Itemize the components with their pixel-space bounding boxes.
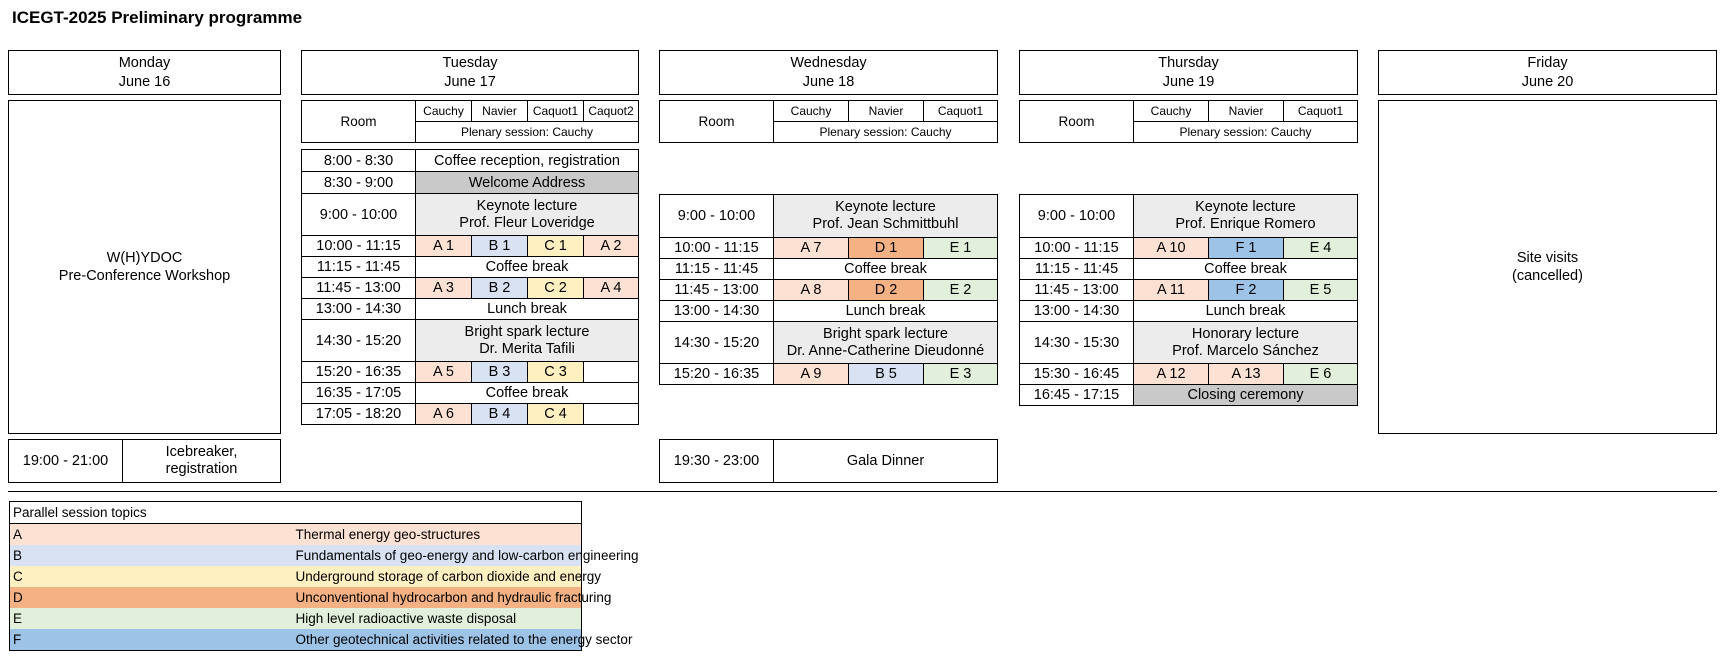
table-row: [302, 404, 639, 425]
day-name: Tuesday: [442, 55, 498, 71]
time-slot: 11:15 - 11:45: [660, 259, 774, 280]
time-slot: 13:00 - 14:30: [1020, 301, 1134, 322]
session-cell: [584, 404, 639, 425]
lecture-type: Bright spark lecture: [464, 323, 590, 340]
time-slot: 19:00 - 21:00: [9, 440, 123, 483]
table-row: [302, 362, 639, 383]
event-cell: Coffee break: [416, 383, 639, 404]
table-row: [1020, 195, 1358, 238]
workshop-name: W(H)YDOC: [106, 250, 183, 266]
icebreaker-cell: [123, 440, 281, 483]
session-cell: A 6: [416, 404, 472, 425]
time-slot: 14:30 - 15:30: [1020, 322, 1134, 364]
room-navier: Navier: [849, 101, 924, 122]
lecture-type: Bright spark lecture: [823, 325, 948, 342]
table-row: [1020, 364, 1358, 385]
time-slot: 10:00 - 11:15: [1020, 238, 1134, 259]
legend-key: A: [13, 527, 23, 542]
day-date: June 18: [802, 74, 855, 90]
session-cell: A 5: [416, 362, 472, 383]
time-slot: 11:45 - 13:00: [302, 278, 416, 299]
session-cell: A 11: [1134, 280, 1209, 301]
legend-item: [10, 566, 581, 587]
legend-key: D: [13, 590, 23, 605]
lecture-type: Keynote lecture: [835, 199, 936, 215]
table-row: [660, 195, 998, 238]
room-cauchy: Cauchy: [1134, 101, 1209, 122]
room-label: Room: [1020, 101, 1134, 143]
table-row: [302, 278, 639, 299]
session-cell: A 1: [416, 236, 472, 257]
table-row: [302, 150, 639, 172]
session-cell: A 3: [416, 278, 472, 299]
room-caquot1: Caquot1: [528, 101, 584, 122]
time-slot: 11:15 - 11:45: [302, 257, 416, 278]
session-cell: E 4: [1284, 238, 1358, 259]
day-date: June 17: [444, 74, 496, 90]
plenary-note: Plenary session: Cauchy: [774, 122, 998, 143]
legend-text: Fundamentals of geo-energy and low-carbon engineering: [295, 548, 639, 563]
tuesday-schedule: [301, 149, 639, 425]
table-row: [660, 238, 998, 259]
table-row: [302, 236, 639, 257]
room-cauchy: Cauchy: [774, 101, 849, 122]
page-title: ICEGT-2025 Preliminary programme: [12, 8, 303, 27]
time-slot: 16:35 - 17:05: [302, 383, 416, 404]
time-slot: 13:00 - 14:30: [660, 301, 774, 322]
session-cell: A 2: [584, 236, 639, 257]
legend-text: High level radioactive waste disposal: [295, 611, 517, 626]
day-name: Friday: [1527, 55, 1568, 71]
table-row: [302, 257, 639, 278]
keynote-cell: [774, 195, 998, 238]
table-row: [1020, 385, 1358, 406]
keynote-cell: [1134, 195, 1358, 238]
time-slot: 10:00 - 11:15: [302, 236, 416, 257]
day-date: June 16: [118, 74, 171, 90]
session-cell: A 8: [774, 280, 849, 301]
workshop-subtitle: Pre-Conference Workshop: [58, 268, 231, 284]
time-slot: 9:00 - 10:00: [660, 195, 774, 238]
session-cell: A 9: [774, 364, 849, 385]
event-cell: Welcome Address: [416, 172, 639, 194]
session-cell: D 1: [849, 238, 924, 259]
time-slot: 14:30 - 15:20: [660, 322, 774, 364]
table-row: [302, 172, 639, 194]
session-cell: B 5: [849, 364, 924, 385]
speaker-name: Dr. Merita Tafili: [479, 340, 575, 357]
thursday-schedule: [1019, 194, 1358, 406]
event-cell: Coffee break: [1134, 259, 1358, 280]
time-slot: 11:15 - 11:45: [1020, 259, 1134, 280]
day-date: June 20: [1521, 74, 1574, 90]
session-cell: E 1: [924, 238, 998, 259]
site-visits-label: Site visits: [1516, 250, 1579, 266]
lecture-type: Keynote lecture: [476, 197, 578, 214]
monday-evening: [8, 439, 281, 483]
room-caquot1: Caquot1: [1284, 101, 1358, 122]
lecture-cell: [1134, 322, 1358, 364]
speaker-name: Prof. Marcelo Sánchez: [1172, 342, 1319, 359]
legend-item: [10, 608, 581, 629]
legend-text: Other geotechnical activities related to the energy sector: [295, 632, 633, 647]
event-line: registration: [165, 461, 238, 477]
day-header-friday: [1378, 50, 1717, 95]
session-cell: F 1: [1209, 238, 1284, 259]
event-cell: Lunch break: [1134, 301, 1358, 322]
session-cell: A 7: [774, 238, 849, 259]
time-slot: 15:20 - 16:35: [302, 362, 416, 383]
time-slot: 11:45 - 13:00: [1020, 280, 1134, 301]
cancelled-note: (cancelled): [1512, 268, 1583, 284]
time-slot: 13:00 - 14:30: [302, 299, 416, 320]
legend-item: [10, 545, 581, 566]
speaker-name: Dr. Anne-Catherine Dieudonné: [786, 342, 985, 359]
wednesday-evening: [659, 439, 998, 483]
legend-key: F: [13, 632, 22, 647]
session-cell: B 2: [472, 278, 528, 299]
speaker-name: Prof. Fleur Loveridge: [459, 214, 595, 231]
legend-header-row: [10, 502, 581, 524]
room-caquot1: Caquot1: [924, 101, 998, 122]
session-cell: C 2: [528, 278, 584, 299]
event-cell: Lunch break: [774, 301, 998, 322]
session-cell: B 4: [472, 404, 528, 425]
session-cell: E 6: [1284, 364, 1358, 385]
day-header-tuesday: [301, 50, 639, 95]
legend: [9, 501, 639, 651]
table-row: [1020, 322, 1358, 364]
tuesday-rooms: [301, 100, 639, 143]
table-row: [302, 194, 639, 236]
time-slot: 19:30 - 23:00: [660, 440, 774, 483]
legend-text: Underground storage of carbon dioxide and energy: [295, 569, 601, 584]
legend-item: [10, 629, 581, 650]
lecture-type: Keynote lecture: [1195, 199, 1296, 215]
day-name: Monday: [118, 55, 171, 71]
friday-site-visits: [1378, 100, 1717, 434]
room-caquot2: Caquot2: [584, 101, 639, 122]
session-cell: C 3: [528, 362, 584, 383]
room-cauchy: Cauchy: [416, 101, 472, 122]
wednesday-schedule: [659, 194, 998, 385]
event-line: Icebreaker,: [165, 444, 238, 460]
table-row: [302, 320, 639, 362]
session-cell: B 1: [472, 236, 528, 257]
time-slot: 15:20 - 16:35: [660, 364, 774, 385]
day-name: Wednesday: [790, 55, 867, 71]
time-slot: 9:00 - 10:00: [1020, 195, 1134, 238]
event-cell: Coffee break: [774, 259, 998, 280]
time-slot: 8:00 - 8:30: [302, 150, 416, 172]
event-cell: Coffee break: [416, 257, 639, 278]
event-cell: Closing ceremony: [1134, 385, 1358, 406]
legend-title: Parallel session topics: [10, 502, 581, 524]
session-cell: E 2: [924, 280, 998, 301]
session-cell: [584, 362, 639, 383]
lecture-type: Honorary lecture: [1191, 325, 1300, 342]
session-cell: A 4: [584, 278, 639, 299]
wednesday-rooms: [659, 100, 998, 143]
table-row: [660, 364, 998, 385]
table-row: [660, 322, 998, 364]
thursday-rooms: [1019, 100, 1358, 143]
day-header-thursday: [1019, 50, 1358, 95]
time-slot: 8:30 - 9:00: [302, 172, 416, 194]
speaker-name: Prof. Enrique Romero: [1175, 216, 1316, 232]
room-navier: Navier: [1209, 101, 1284, 122]
time-slot: 15:30 - 16:45: [1020, 364, 1134, 385]
session-cell: F 2: [1209, 280, 1284, 301]
session-cell: C 4: [528, 404, 584, 425]
room-navier: Navier: [472, 101, 528, 122]
gala-dinner-cell: Gala Dinner: [774, 440, 998, 483]
table-row: [660, 259, 998, 280]
lecture-cell: [774, 322, 998, 364]
speaker-name: Prof. Jean Schmittbuhl: [812, 216, 959, 232]
keynote-cell: [416, 194, 639, 236]
time-slot: 17:05 - 18:20: [302, 404, 416, 425]
table-row: [1020, 259, 1358, 280]
day-header-wednesday: [659, 50, 998, 95]
day-name: Thursday: [1158, 55, 1219, 71]
session-cell: C 1: [528, 236, 584, 257]
session-cell: A 12: [1134, 364, 1209, 385]
session-cell: E 3: [924, 364, 998, 385]
table-row: [1020, 301, 1358, 322]
event-cell: Coffee reception, registration: [416, 150, 639, 172]
table-row: [302, 299, 639, 320]
day-header-monday: [8, 50, 281, 95]
time-slot: 9:00 - 10:00: [302, 194, 416, 236]
legend-item: [10, 587, 581, 608]
legend-text: Unconventional hydrocarbon and hydraulic fracturing: [295, 590, 612, 605]
session-cell: A 10: [1134, 238, 1209, 259]
plenary-note: Plenary session: Cauchy: [1134, 122, 1358, 143]
day-date: June 19: [1162, 74, 1215, 90]
session-cell: B 3: [472, 362, 528, 383]
room-label: Room: [302, 101, 416, 143]
table-row: [1020, 238, 1358, 259]
session-cell: A 13: [1209, 364, 1284, 385]
time-slot: 11:45 - 13:00: [660, 280, 774, 301]
table-row: [660, 280, 998, 301]
room-label: Room: [660, 101, 774, 143]
time-slot: 14:30 - 15:20: [302, 320, 416, 362]
divider: [8, 491, 1717, 492]
event-cell: Lunch break: [416, 299, 639, 320]
plenary-note: Plenary session: Cauchy: [416, 122, 639, 143]
session-cell: D 2: [849, 280, 924, 301]
time-slot: 10:00 - 11:15: [660, 238, 774, 259]
legend-item: [10, 524, 581, 546]
time-slot: 16:45 - 17:15: [1020, 385, 1134, 406]
legend-text: Thermal energy geo-structures: [295, 527, 481, 542]
session-cell: E 5: [1284, 280, 1358, 301]
monday-workshop: [8, 100, 281, 434]
legend-key: E: [13, 611, 23, 626]
legend-key: C: [13, 569, 23, 584]
legend-key: B: [13, 548, 23, 563]
table-row: [660, 301, 998, 322]
table-row: [1020, 280, 1358, 301]
lecture-cell: [416, 320, 639, 362]
table-row: [302, 383, 639, 404]
